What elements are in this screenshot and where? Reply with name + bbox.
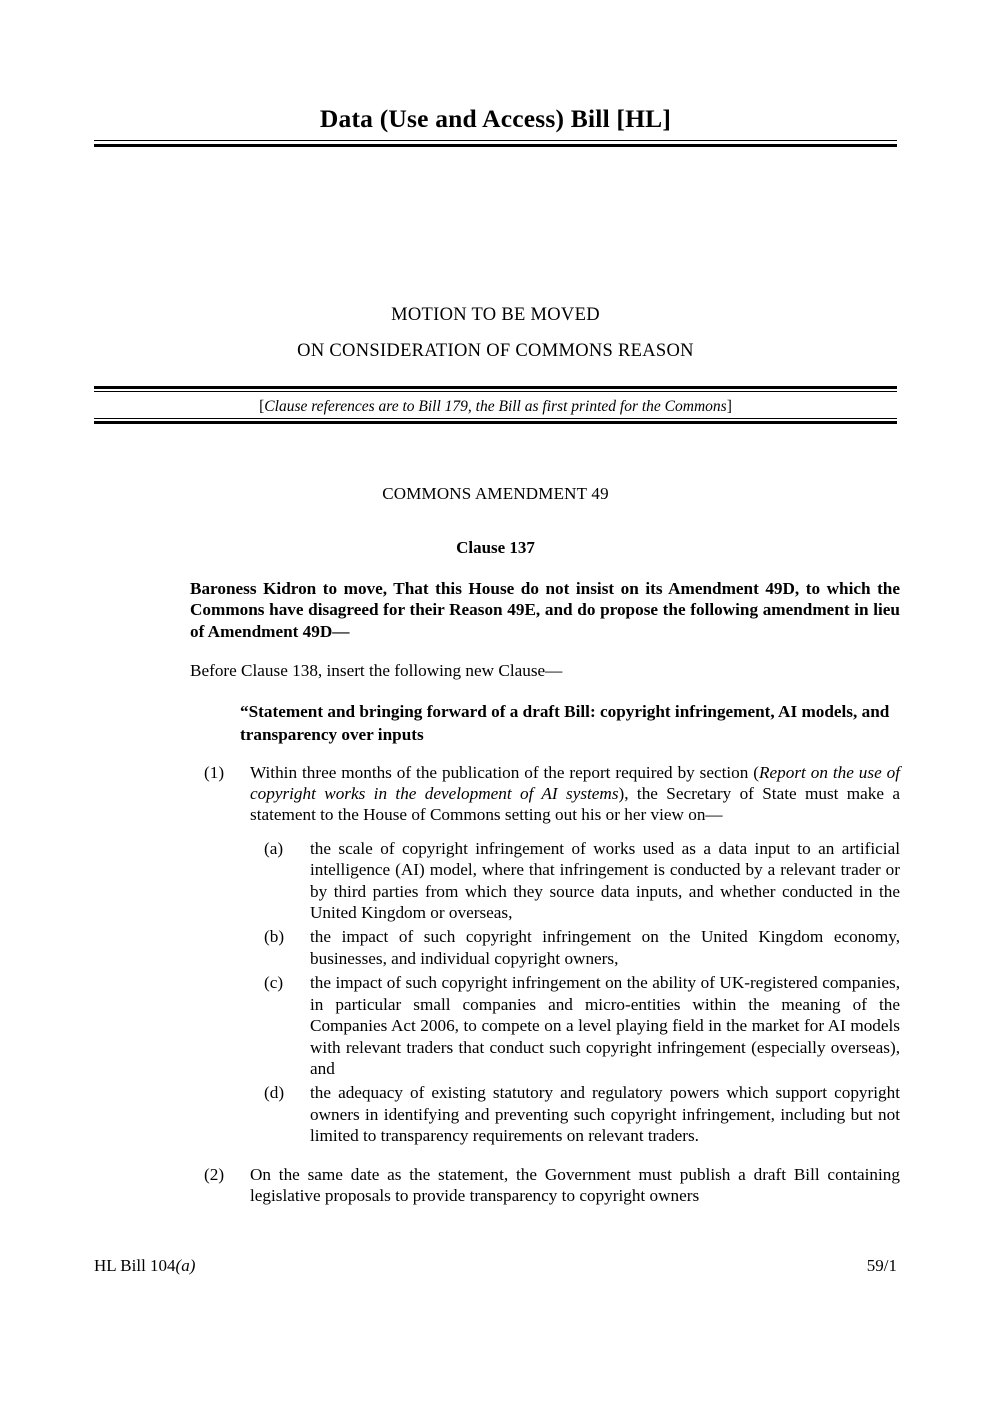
spacer <box>190 682 900 700</box>
divider-thin-line <box>94 391 897 392</box>
clause-subitem-c <box>190 972 900 1079</box>
clause-item-2-text: On the same date as the statement, the Government must publish a draft Bill containing legislative proposals to provide transparency to copyright owners <box>250 1164 900 1205</box>
document-body <box>190 578 900 1206</box>
clause-subitem-d <box>190 1082 900 1146</box>
clause-item-2-marker: (2) <box>204 1164 225 1184</box>
bill-number <box>94 1256 195 1276</box>
clause-subitem-d-marker: (d) <box>264 1083 285 1103</box>
clause-subitem-b <box>190 926 900 969</box>
note-text: Clause references are to Bill 179, the Bill as first printed for the Commons <box>264 398 727 415</box>
clause-subitem-c-text: the impact of such copyright infringement on the ability of UK-registered companies, in particular small companies and micro-entities within the meaning of the Companies Act 2006, to compete on a level playing field in the market for AI models with relevant traders that conduct such copyright infringement (especially overseas), and <box>310 973 900 1078</box>
clause-item-2 <box>190 1164 900 1207</box>
note-divider-top <box>94 386 897 392</box>
clause-item-1-marker: (1) <box>204 762 225 782</box>
spacer <box>190 1150 900 1164</box>
divider-thick-line <box>94 421 897 424</box>
clause-item-1 <box>190 762 900 826</box>
insertion-instruction: Before Clause 138, insert the following new Clause— <box>190 661 563 681</box>
clause-subitem-b-text: the impact of such copyright infringement on the United Kingdom economy, businesses, and individual copyright owners, <box>310 927 900 968</box>
spacer <box>190 746 900 762</box>
commons-amendment-label: COMMONS AMENDMENT 49 <box>382 484 609 503</box>
clause-subitem-b-marker: (b) <box>264 927 285 947</box>
note-open-bracket: [ <box>259 398 265 415</box>
bill-number-prefix: HL Bill 104 <box>94 1256 176 1275</box>
spacer <box>190 642 900 660</box>
motion-mover-paragraph: Baroness Kidron to move, That this House do not insist on its Amendment 49D, to which the Commons have disagreed for their Reason 49E, and do propose the following amendment in lieu of Amendment 49D— <box>190 579 900 641</box>
page-title: Data (Use and Access) Bill [HL] <box>319 104 672 133</box>
title-divider <box>94 140 897 147</box>
clause-item-1-text-before: Within three months of the publication of the report required by section ( <box>250 762 760 782</box>
new-clause-heading: “Statement and bringing forward of a draft Bill: copyright infringement, AI models, and transparency over inputs <box>240 701 890 744</box>
clause-subitem-a <box>190 838 900 924</box>
clause-item-1-subitems <box>190 838 900 1147</box>
note-close-bracket: ] <box>726 398 732 415</box>
page-number: 59/1 <box>866 1256 897 1275</box>
note-divider-bottom <box>94 418 897 424</box>
clause-reference-note <box>94 398 897 416</box>
clause-subitem-a-text: the scale of copyright infringement of works used as a data input to an artificial intelligence (AI) model, where that infringement is conducted by a relevant trader or by third parties from which they source data inputs, and whether conducted in the United Kingdom or overseas, <box>310 838 900 923</box>
clause-subitem-a-marker: (a) <box>264 838 284 858</box>
bill-number-suffix: (a) <box>175 1256 196 1275</box>
clause-item-1-italic-reference: Report on the use of copyright works in the development of AI systems <box>250 762 900 804</box>
divider-thick-line <box>94 144 897 147</box>
motion-heading-secondary: ON CONSIDERATION OF COMMONS REASON <box>297 341 694 361</box>
clause-label: Clause 137 <box>456 538 535 557</box>
motion-heading-primary: MOTION TO BE MOVED <box>391 305 600 325</box>
clause-subitem-c-marker: (c) <box>264 973 284 993</box>
clause-item-1-text-after: ), the Secretary of State must make a statement to the House of Commons setting out his or her view on— <box>250 784 900 825</box>
spacer <box>190 826 900 838</box>
clause-subitem-d-text: the adequacy of existing statutory and regulatory powers which support copyright owners in identifying and preventing such copyright infringement, including but not limited to transparency requirements on relevant traders. <box>310 1083 900 1146</box>
